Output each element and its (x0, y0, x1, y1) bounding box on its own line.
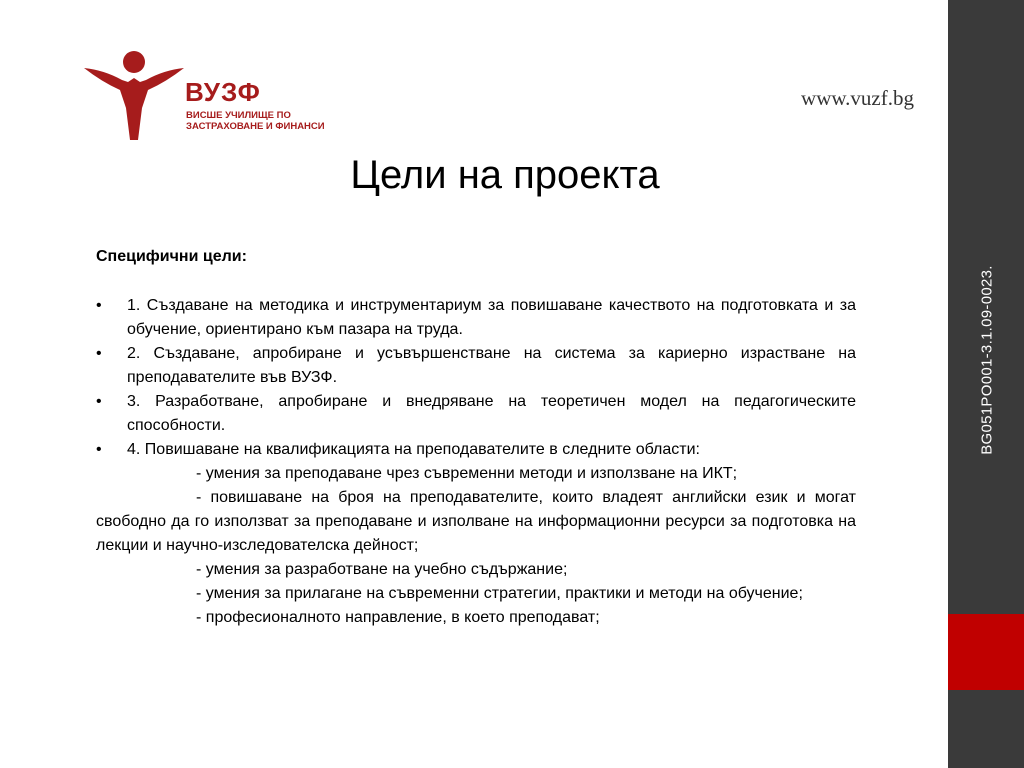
section-subtitle: Специфични цели: (96, 248, 247, 265)
project-code: BG051PO001-3.1.09-0023. (978, 265, 996, 455)
goal-text: 1. Създаване на методика и инструментариум за повишаване качеството на подготовката и за обучение, ориентирано към пазара на труда. (127, 297, 856, 338)
slide-content (96, 246, 856, 630)
logo-subtitle-line: ВИСШЕ УЧИЛИЩЕ ПО (186, 110, 291, 121)
goal-text: 2. Създаване, апробиране и усъвършенстване на система за кариерно израстване на преподавателите във ВУЗФ. (127, 345, 856, 386)
area-item: - умения за прилагане на съвременни стратегии, практики и методи на обучение; (196, 585, 803, 602)
bullet-icon: • (96, 297, 102, 314)
sidebar-accent-block (948, 614, 1024, 690)
area-item: - повишаване на броя на преподавателите, които владеят английски език и могат свободно да го използват за преподаване и изполване на информационни ресурси за подготовка на лекции и научно-изследователска дейност; (96, 489, 856, 554)
goal-item (96, 390, 856, 438)
logo-subtitle-line: ЗАСТРАХОВАНЕ И ФИНАНСИ (186, 121, 325, 132)
logo-name: ВУЗФ (185, 77, 261, 107)
goal-item (96, 342, 856, 390)
goal-item (96, 438, 856, 462)
logo-figure-icon (84, 48, 184, 146)
goal-text: 3. Разработване, апробиране и внедряване на теоретичен модел на педагогическите способности. (127, 393, 856, 434)
bullet-icon: • (96, 345, 102, 362)
website-url: www.vuzf.bg (801, 86, 914, 110)
goal-text: 4. Повишаване на квалификацията на преподавателите в следните области: (127, 441, 700, 458)
logo-subtitle (186, 110, 346, 132)
goal-item (96, 294, 856, 342)
area-item: - професионалното направление, в което преподават; (196, 609, 600, 626)
slide-title: Цели на проекта (350, 153, 660, 197)
bullet-icon: • (96, 393, 102, 410)
area-item: - умения за разработване на учебно съдържание; (196, 561, 568, 578)
vuzf-logo (84, 48, 334, 146)
area-item: - умения за преподаване чрез съвременни методи и използване на ИКТ; (196, 465, 738, 482)
bullet-icon: • (96, 441, 102, 458)
